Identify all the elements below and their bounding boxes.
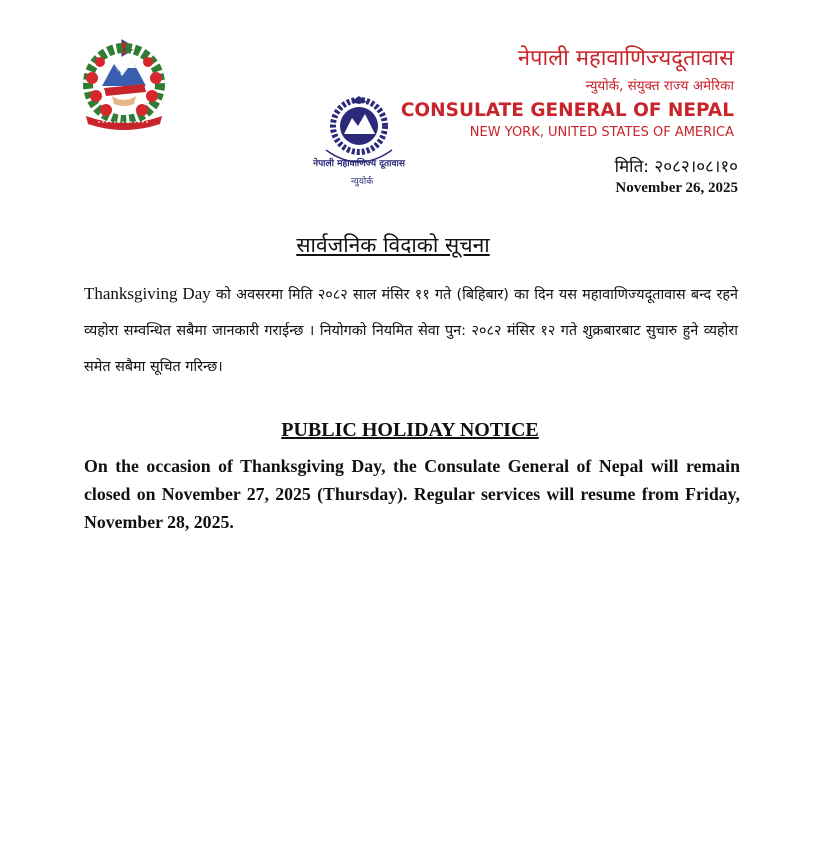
consulate-name-np: नेपाली महावाणिज्यदूतावास bbox=[517, 46, 734, 71]
notice-body-en: On the occasion of Thanksgiving Day, the Consulate General of Nepal will remain closed on November 27, 2025 (Thursday). Regular services will resume from Friday, November 28, 2025. bbox=[84, 456, 740, 532]
notice-title-np: सार्वजनिक विदाको सूचना bbox=[296, 233, 490, 257]
consulate-location-np: न्युयोर्क, संयुक्त राज्य अमेरिका bbox=[585, 78, 734, 94]
notice-body-np-lead: Thanksgiving Day bbox=[84, 284, 211, 303]
seal-text-top: नेपाली महावाणिज्य दूतावास bbox=[313, 159, 405, 169]
seal-text-bottom: न्युयोर्क bbox=[350, 177, 374, 187]
notice-title-en: PUBLIC HOLIDAY NOTICE bbox=[281, 419, 539, 441]
consulate-location-en: NEW YORK, UNITED STATES OF AMERICA bbox=[469, 125, 734, 140]
consulate-seal-icon bbox=[313, 92, 405, 192]
consulate-name-en: CONSULATE GENERAL OF NEPAL bbox=[400, 100, 734, 121]
nepal-national-emblem-icon bbox=[78, 38, 170, 130]
date-english: November 26, 2025 bbox=[615, 180, 738, 196]
notice-body-np bbox=[84, 276, 738, 385]
notice-body-np-text: को अवसरमा मिति २०८२ साल मंसिर ११ गते (बिहिबार) का दिन यस महावाणिज्यदूतावास बन्द रहने व्यहोरा सम्वन्धित सबैमा जानकारी गराईन्छ । नियोगको नियमित सेवा पुन: २०८२ मंसिर १२ गते शुक्रबारबाट सुचारु हुने व्यहोरा समेत सबैमा सूचित गरिन्छ। bbox=[84, 287, 738, 375]
date-nepali: मिति: २०८२।०८।१० bbox=[614, 157, 738, 177]
